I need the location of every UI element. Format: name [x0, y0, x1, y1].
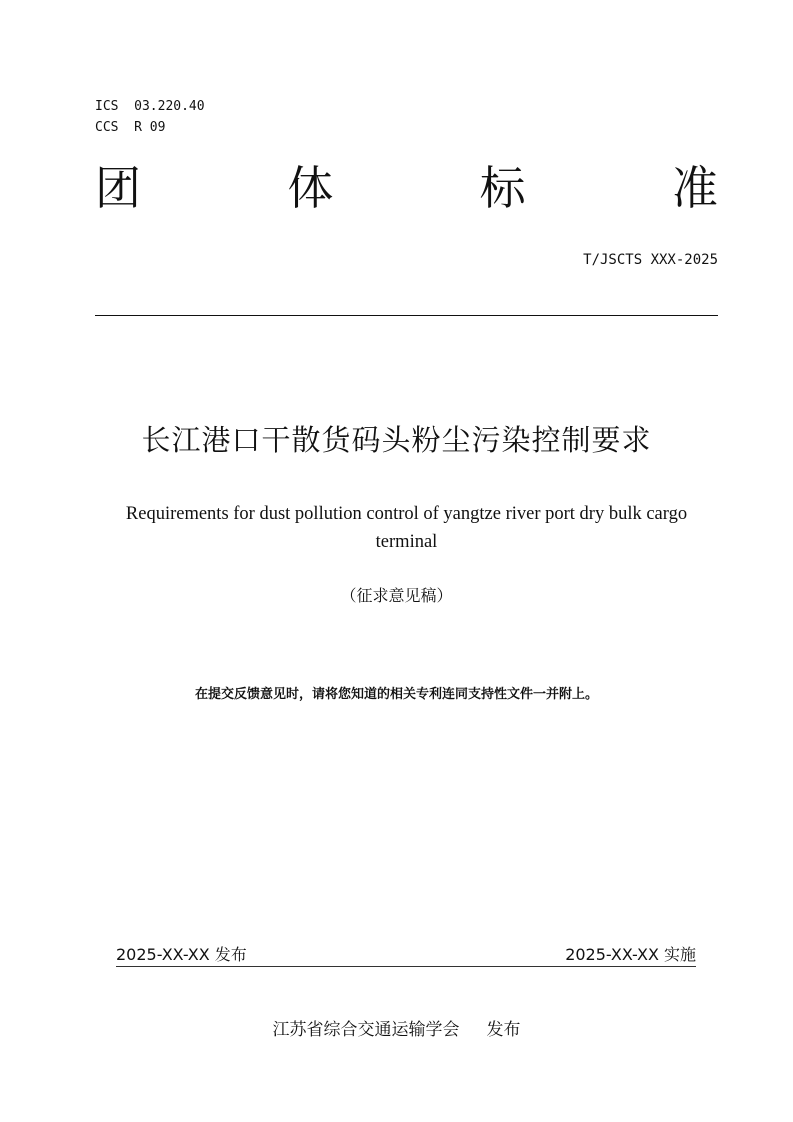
doc-type-char: 标 [479, 161, 526, 215]
ccs-code: CCS R 09 [95, 120, 166, 135]
classification-codes [95, 96, 205, 138]
publisher-name: 江苏省综合交通运输学会 [272, 1020, 460, 1040]
doc-type-char: 准 [671, 161, 718, 215]
header-divider [95, 315, 718, 316]
publisher-line [0, 1015, 793, 1040]
title-english: Requirements for dust pollution control of yangtze river port dry bulk cargo terminal [125, 504, 688, 552]
doc-type-char: 团 [95, 161, 141, 215]
standard-number: T/JSCTS XXX-2025 [583, 252, 718, 268]
dates-row [116, 942, 696, 967]
document-type-heading [95, 160, 718, 216]
draft-label: （征求意见稿） [340, 586, 453, 605]
publish-date: 2025-XX-XX 发布 [116, 945, 247, 964]
implement-date: 2025-XX-XX 实施 [565, 945, 696, 964]
publisher-action: 发布 [486, 1020, 521, 1040]
ics-code: ICS 03.220.40 [95, 99, 205, 114]
doc-type-char: 体 [287, 161, 334, 215]
feedback-note: 在提交反馈意见时，请将您知道的相关专利连同支持性文件一并附上。 [194, 687, 598, 702]
title-chinese: 长江港口干散货码头粉尘污染控制要求 [141, 423, 652, 457]
